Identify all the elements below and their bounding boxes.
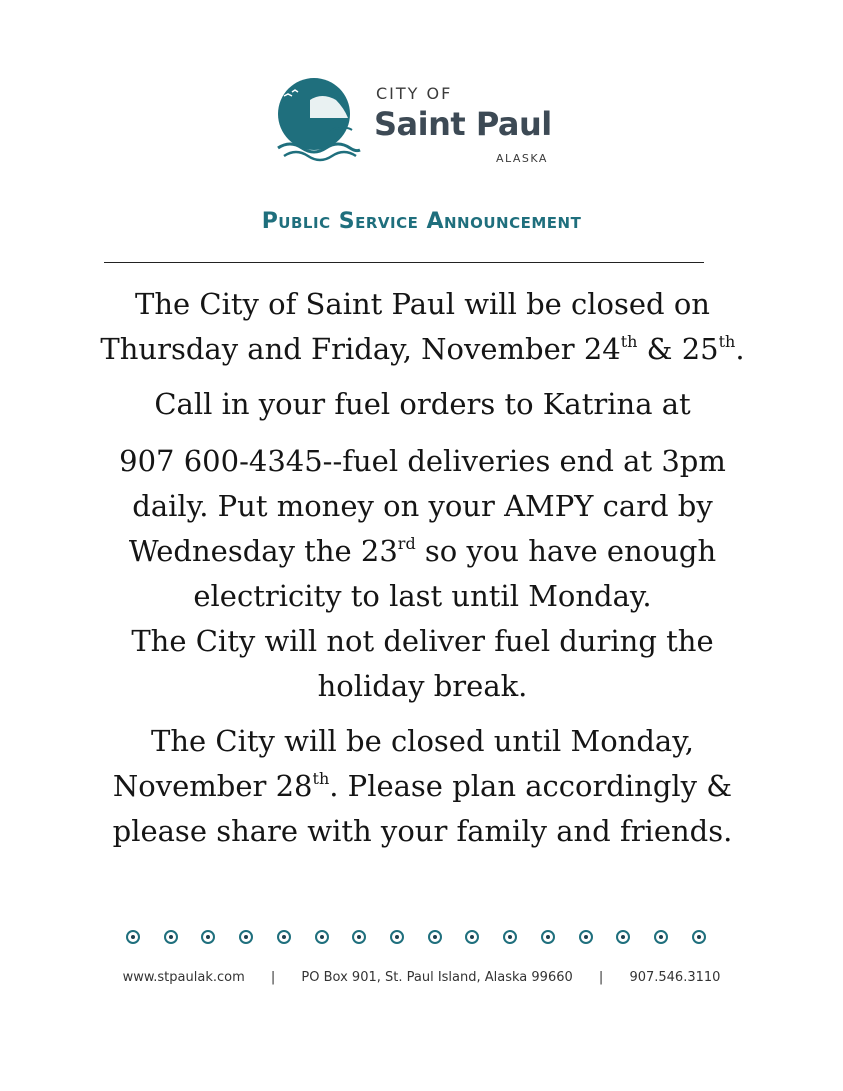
dot-icon [239,930,253,944]
november-28-line: November 28th. Please plan accordingly & [112,769,733,803]
no-delivery-line: The City will not deliver fuel during the [131,624,714,658]
saint-paul-logo-icon [270,74,366,166]
dot-icon [465,930,479,944]
page-title: Public Service Announcement [261,209,582,234]
brand-state: ALASKA [496,152,548,165]
wednesday-line: Wednesday the 23rd so you have enough [128,534,717,568]
dot-icon [352,930,366,944]
dot-icon [164,930,178,944]
dot-icon [503,930,517,944]
footer-separator: | [270,970,276,985]
ampy-line: daily. Put money on your AMPY card by [132,489,713,523]
dot-icon [201,930,215,944]
dot-icon [428,930,442,944]
footer-phone[interactable]: 907.546.3110 [629,970,721,985]
closure-line-1: The City of Saint Paul will be closed on [135,287,710,321]
electricity-line: electricity to last until Monday. [193,579,652,613]
dot-icon [616,930,630,944]
dot-icon [390,930,404,944]
fuel-orders-line: Call in your fuel orders to Katrina at [154,387,691,421]
closure-line-2: Thursday and Friday, November 24th & 25th. [100,332,745,366]
footer-address: PO Box 901, St. Paul Island, Alaska 99660 [301,970,573,985]
announcement-body [90,282,755,854]
title-divider [104,262,704,263]
share-line: please share with your family and friends. [112,814,733,848]
dot-icon [277,930,291,944]
dot-icon [692,930,706,944]
brand-city-of: CITY OF [376,84,453,103]
decorative-dot-row [126,930,706,958]
holiday-break-line: holiday break. [317,669,528,703]
footer-contact [0,970,843,985]
dot-icon [541,930,555,944]
dot-icon [126,930,140,944]
brand-city-name: Saint Paul [374,105,552,143]
footer-website[interactable]: www.stpaulak.com [122,970,245,985]
dot-icon [315,930,329,944]
dot-icon [579,930,593,944]
footer-separator: | [598,970,604,985]
dot-icon [654,930,668,944]
closed-until-line: The City will be closed until Monday, [151,724,694,758]
city-logo [270,74,570,169]
fuel-delivery-line: 907 600-4345--fuel deliveries end at 3pm [119,444,726,478]
